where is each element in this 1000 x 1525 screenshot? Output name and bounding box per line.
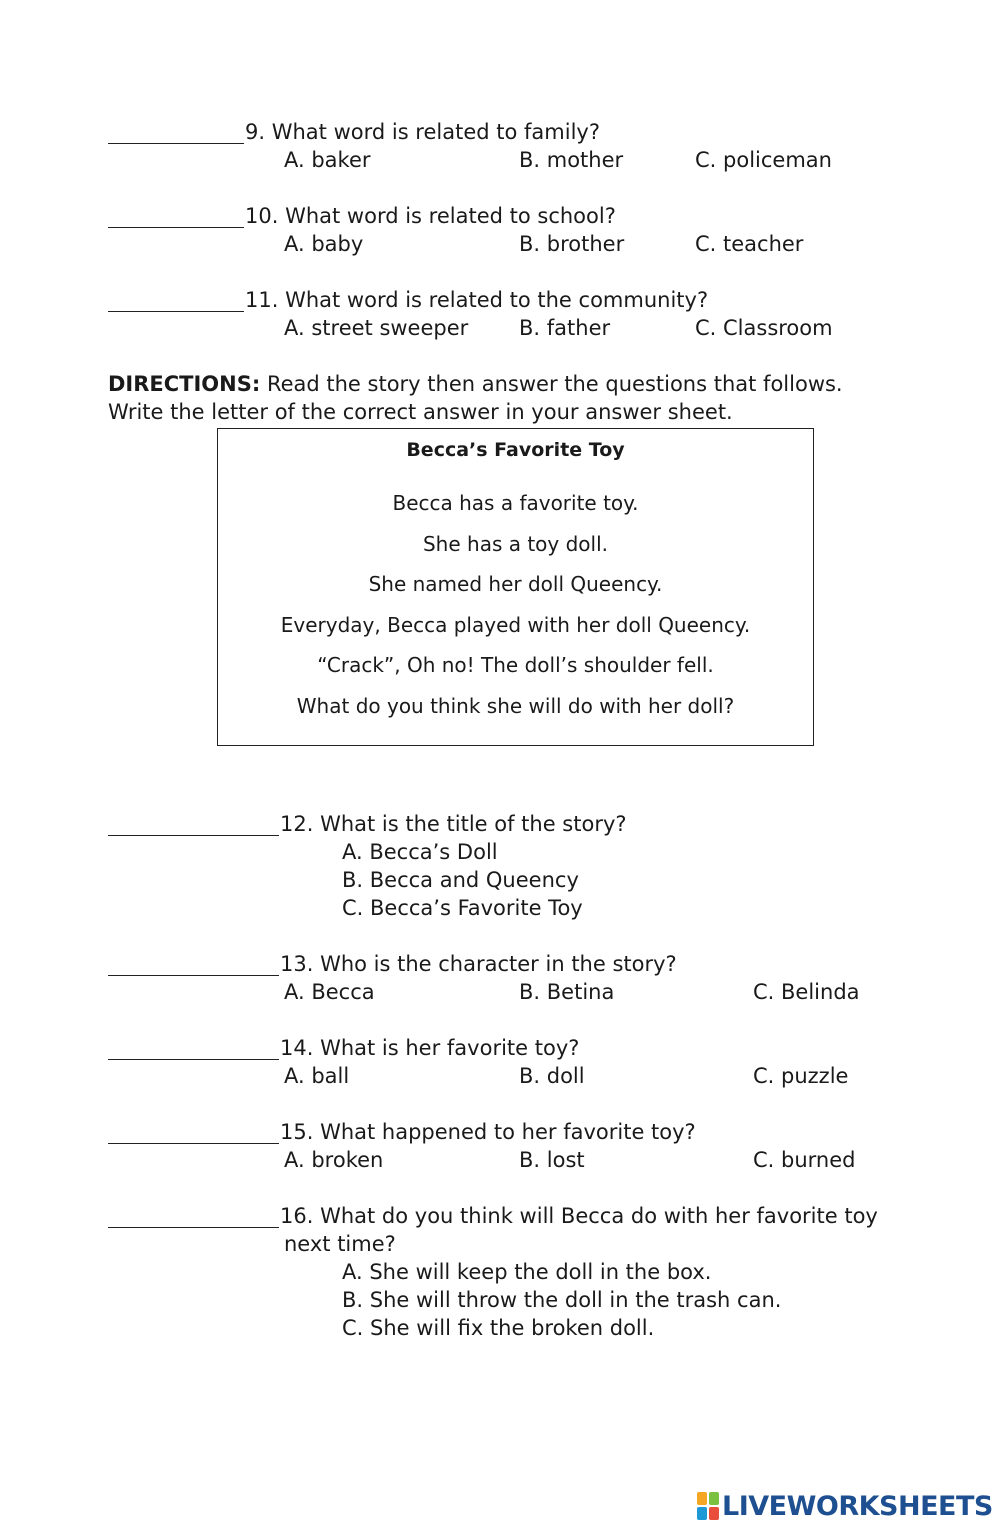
option-b: B. brother xyxy=(519,232,625,256)
option-b: B. Betina xyxy=(519,980,615,1004)
option-a: A. Becca xyxy=(284,980,375,1004)
logo-square-1 xyxy=(697,1492,707,1505)
option-b: B. father xyxy=(519,316,611,340)
option-a: A. street sweeper xyxy=(284,316,469,340)
option-a: A. broken xyxy=(284,1148,384,1172)
directions-label: DIRECTIONS: xyxy=(108,372,261,396)
story-box xyxy=(217,428,814,746)
answer-blank[interactable] xyxy=(108,835,279,836)
option-b: B. doll xyxy=(519,1064,585,1088)
option-b: B. She will throw the doll in the trash can. xyxy=(342,1288,782,1312)
answer-blank[interactable] xyxy=(108,1059,279,1060)
story-line: Everyday, Becca played with her doll Queency. xyxy=(280,613,751,637)
question-9: 9. What word is related to family? xyxy=(245,120,600,144)
option-c: C. Classroom xyxy=(695,316,833,340)
answer-blank[interactable] xyxy=(108,1143,279,1144)
question-11: 11. What word is related to the community? xyxy=(245,288,709,312)
option-c: C. burned xyxy=(753,1148,856,1172)
option-c: C. puzzle xyxy=(753,1064,849,1088)
answer-blank[interactable] xyxy=(108,1227,279,1228)
logo-text: LIVEWORKSHEETS xyxy=(722,1490,993,1522)
directions-text: Read the story then answer the questions that follows. xyxy=(260,372,843,396)
option-b: B. lost xyxy=(519,1148,585,1172)
option-a: A. Becca’s Doll xyxy=(342,840,498,864)
option-c: C. policeman xyxy=(695,148,832,172)
directions xyxy=(108,370,843,398)
logo-square-2 xyxy=(709,1492,719,1505)
story-line: Becca has a favorite toy. xyxy=(392,491,639,515)
liveworksheets-logo xyxy=(697,1489,993,1523)
option-c: C. She will fix the broken doll. xyxy=(342,1316,655,1340)
question-16: 16. What do you think will Becca do with her favorite toy xyxy=(280,1204,878,1228)
option-b: B. Becca and Queency xyxy=(342,868,579,892)
directions-line-2: Write the letter of the correct answer in your answer sheet. xyxy=(108,400,733,424)
option-a: A. baker xyxy=(284,148,371,172)
logo-square-4 xyxy=(709,1507,719,1520)
logo-square-3 xyxy=(697,1507,707,1520)
answer-blank[interactable] xyxy=(108,227,244,228)
logo-icon xyxy=(697,1492,719,1520)
question-13: 13. Who is the character in the story? xyxy=(280,952,677,976)
option-b: B. mother xyxy=(519,148,624,172)
story-line: She has a toy doll. xyxy=(422,532,609,556)
question-14: 14. What is her favorite toy? xyxy=(280,1036,580,1060)
story-line: What do you think she will do with her doll? xyxy=(296,694,735,718)
story-line: “Crack”, Oh no! The doll’s shoulder fell. xyxy=(317,653,714,677)
option-a: A. baby xyxy=(284,232,364,256)
story-title: Becca’s Favorite Toy xyxy=(406,439,625,461)
story-line: She named her doll Queency. xyxy=(368,572,663,596)
answer-blank[interactable] xyxy=(108,975,279,976)
option-a: A. ball xyxy=(284,1064,350,1088)
question-10: 10. What word is related to school? xyxy=(245,204,616,228)
option-c: C. Belinda xyxy=(753,980,860,1004)
question-16-continuation: next time? xyxy=(284,1232,396,1256)
question-12: 12. What is the title of the story? xyxy=(280,812,627,836)
answer-blank[interactable] xyxy=(108,143,244,144)
option-c: C. Becca’s Favorite Toy xyxy=(342,896,583,920)
option-a: A. She will keep the doll in the box. xyxy=(342,1260,712,1284)
question-15: 15. What happened to her favorite toy? xyxy=(280,1120,696,1144)
answer-blank[interactable] xyxy=(108,311,244,312)
option-c: C. teacher xyxy=(695,232,804,256)
